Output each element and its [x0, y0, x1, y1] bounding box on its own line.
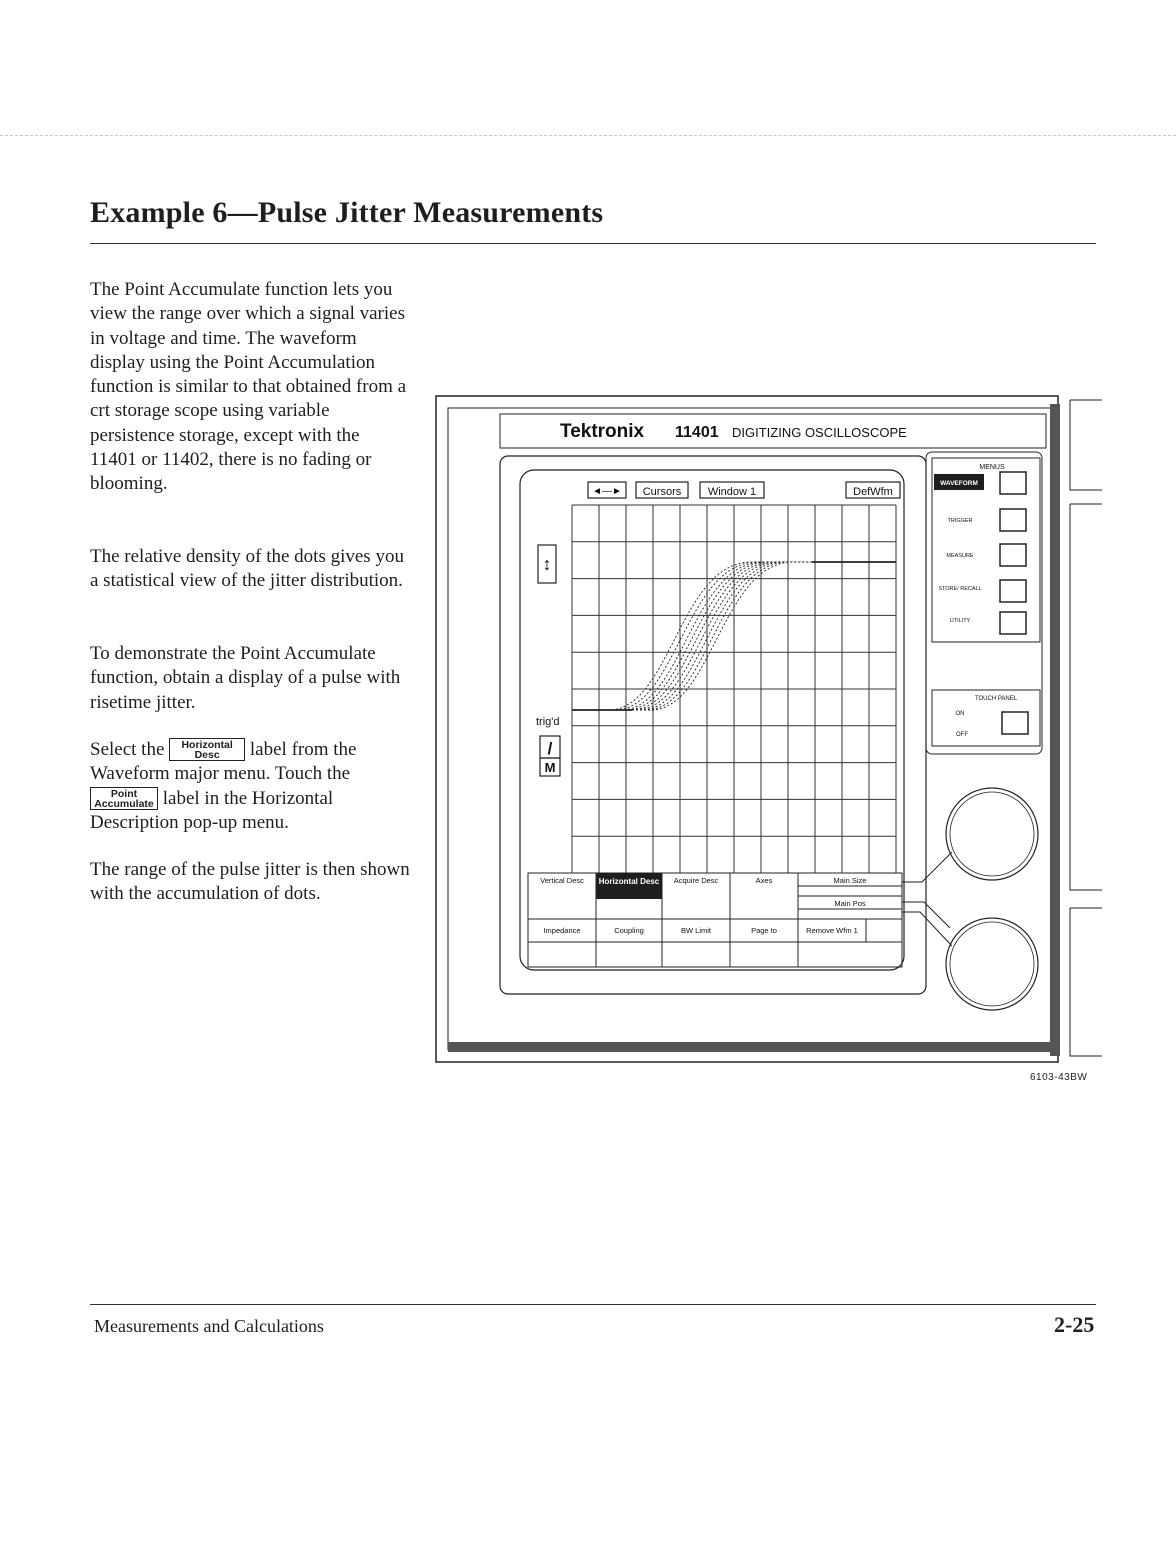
model-number: 11401	[675, 424, 719, 441]
model-description: DIGITIZING OSCILLOSCOPE	[732, 425, 907, 440]
slope-icon: /	[547, 739, 553, 758]
menu-utility-label: UTILITY	[949, 618, 971, 624]
touch-menu-table	[528, 873, 902, 967]
jitter-trace	[580, 562, 896, 710]
knob-leader-lines	[902, 852, 952, 946]
keycap-line1: Horizontal	[181, 739, 233, 751]
touch-panel-button[interactable]	[1002, 712, 1028, 734]
upper-knob-ring	[950, 792, 1034, 876]
menu-coupling[interactable]: Coupling	[614, 926, 644, 935]
touch-panel-on: ON	[955, 711, 965, 717]
paragraph-3: To demonstrate the Point Accumulate function, obtain a display of a pulse with risetime jitter.	[90, 643, 401, 713]
keycap-line2: Desc	[194, 749, 220, 761]
bottom-shadow-bar	[448, 1042, 1058, 1052]
menu-main-size[interactable]: Main Size	[833, 876, 867, 885]
keycap-line1: Point	[110, 787, 138, 800]
m-icon: M	[544, 760, 556, 775]
defwfm-label: DefWfm	[853, 486, 893, 498]
paragraph-2: The relative density of the dots gives you a statistical view of the jitter distribution.	[90, 546, 404, 592]
figure-id: 6103-43BW	[1030, 1072, 1088, 1083]
menu-bw-limit[interactable]: BW Limit	[681, 926, 711, 935]
lower-knob-ring	[950, 922, 1034, 1006]
menu-impedance[interactable]: Impedance	[543, 926, 581, 935]
waveform-menu-button[interactable]	[1000, 472, 1026, 494]
jitter-trace	[580, 562, 896, 710]
page-heading: Example 6—Pulse Jitter Measurements	[90, 196, 604, 229]
menu-remove-wfm[interactable]: Remove Wfm 1	[806, 926, 858, 935]
adjacent-panel-edges	[1070, 400, 1102, 1056]
upper-knob-icon[interactable]	[946, 788, 1038, 880]
menu-vertical-desc[interactable]: Vertical Desc	[540, 876, 584, 885]
jitter-trace	[580, 562, 896, 710]
paragraph-4	[90, 738, 410, 835]
page-edge-dotted-line	[0, 135, 1176, 136]
touch-panel-off: OFF	[956, 732, 968, 738]
menu-trigger-label: TRIGGER	[947, 518, 973, 524]
jitter-trace	[580, 562, 896, 710]
instrument-inner-frame	[448, 408, 1054, 1050]
keycap-line2: Accumulate	[94, 797, 154, 810]
jitter-trace	[580, 562, 896, 710]
oscilloscope-figure	[432, 392, 1102, 1068]
footer-section-title: Measurements and Calculations	[94, 1316, 324, 1336]
menu-store-recall-label: STORE/ RECALL	[938, 586, 982, 592]
menu-page-to[interactable]: Page to	[751, 926, 777, 935]
store-recall-menu-button[interactable]	[1000, 580, 1026, 602]
paragraph-4-start: Select the	[90, 739, 165, 760]
jitter-trace	[580, 562, 896, 710]
paragraph-5: The range of the pulse jitter is then shown with the accumulation of dots.	[90, 859, 410, 905]
horizontal-desc-keycap	[169, 738, 245, 761]
menu-acquire-desc[interactable]: Acquire Desc	[673, 876, 719, 885]
jitter-trace	[580, 562, 896, 710]
measure-menu-button[interactable]	[1000, 544, 1026, 566]
menu-main-pos[interactable]: Main Pos	[834, 899, 866, 908]
lower-knob-icon[interactable]	[946, 918, 1038, 1010]
right-shadow-bar	[1050, 404, 1060, 1056]
paragraph-4-middle: label from the Waveform major menu. Touch the	[90, 739, 357, 785]
footer-rule	[90, 1304, 1096, 1305]
menu-horizontal-desc[interactable]: Horizontal Desc	[598, 877, 660, 886]
trigd-label: trig'd	[536, 716, 560, 728]
brand-logo: Tektronix	[560, 421, 645, 442]
menus-panel-title: MENUS	[979, 464, 1005, 471]
point-accumulate-keycap	[90, 787, 158, 810]
crt-screen	[520, 470, 904, 970]
jitter-trace	[580, 562, 896, 710]
paragraph-4-end: label in the Horizontal Description pop-up menu.	[90, 787, 334, 833]
paragraph-1: The Point Accumulate function lets you view the range over which a signal varies in voltage and time. The waveform display using the Point Accumulation function is similar to that obtained from a crt storage scope using variable persistence storage, except with the 11401 or 11402, there is no fading or blooming.	[90, 279, 407, 495]
heading-rule	[90, 243, 1096, 244]
menu-measure-label: MEASURE	[946, 553, 974, 559]
jitter-trace	[580, 562, 896, 710]
updown-arrow-icon: ↕	[542, 554, 552, 574]
menu-waveform-label: WAVEFORM	[940, 480, 978, 487]
window-label: Window 1	[707, 486, 757, 498]
touch-panel-title: TOUCH PANEL	[974, 696, 1018, 702]
page-number: 2-25	[1054, 1312, 1095, 1337]
arrows-icon: ◄—►	[592, 486, 622, 497]
utility-menu-button[interactable]	[1000, 612, 1026, 634]
trigger-menu-button[interactable]	[1000, 509, 1026, 531]
display-bezel	[500, 456, 926, 994]
cursors-label: Cursors	[642, 486, 682, 498]
menu-axes[interactable]: Axes	[755, 876, 773, 885]
control-panel-area	[926, 452, 1042, 754]
graticule-grid	[572, 505, 896, 873]
